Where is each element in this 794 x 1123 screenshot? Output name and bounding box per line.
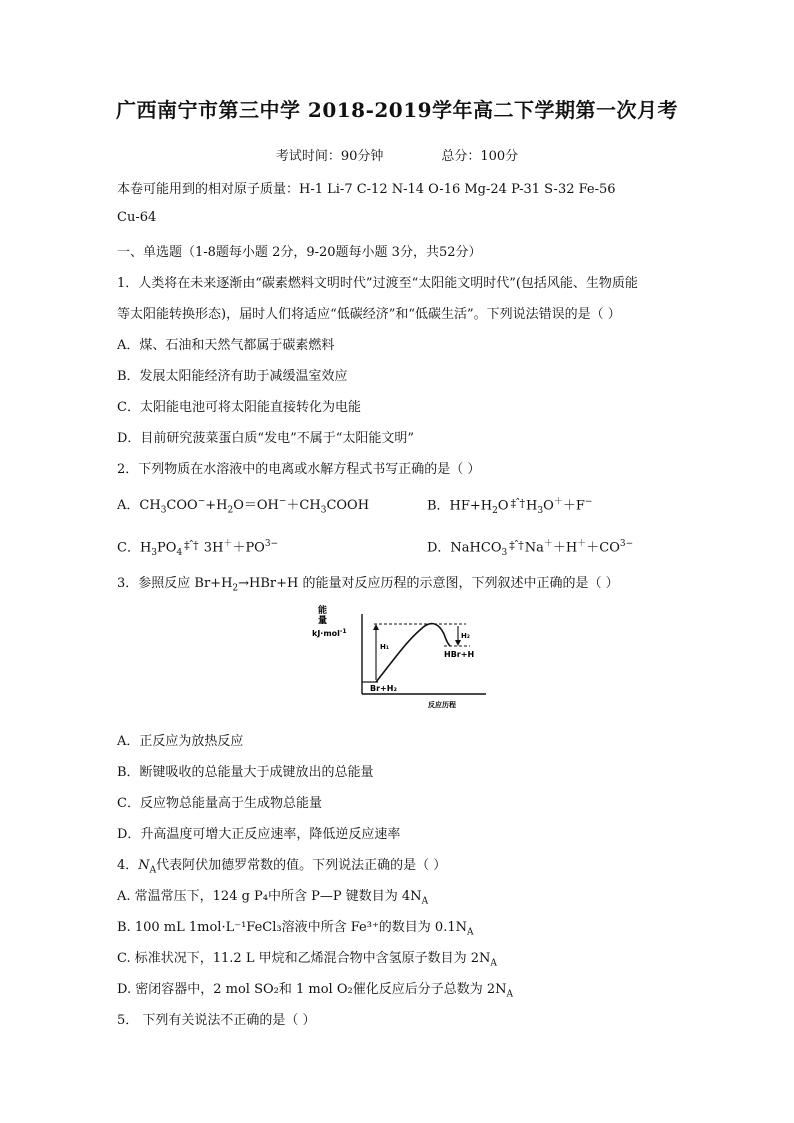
q3-option-c: C．反应物总能量高于生成物总能量 (117, 796, 322, 811)
y-label-2: 量 (318, 616, 328, 626)
x-label: 反应历程 (428, 701, 456, 709)
q4-option-d: D. 密闭容器中，2 mol SO₂和 1 mol O₂催化反应后分子总数为 $2N_A$ (117, 982, 513, 1000)
exam-info (0, 145, 794, 164)
q3-option-d: D．升高温度可增大正反应速率，降低逆反应速率 (117, 827, 401, 842)
exam-score: 总分：100分 (441, 149, 519, 164)
equilibrium-arrow-icon: ‡ˆ† (510, 497, 525, 511)
q2-option-b: B．$HF+H_2O$ ‡ˆ† $H_3O^++F^-$ (427, 497, 593, 516)
q2-option-d: D．NaHCO$_3$‡ˆ† $Na^++H^++CO^{3-}$ (427, 539, 634, 558)
q1-option-c: C．太阳能电池可将太阳能直接转化为电能 (117, 400, 361, 415)
q2-stem: 2．下列物质在水溶液中的电离或水解方程式书写正确的是（ ） (117, 462, 481, 477)
equilibrium-arrow-icon: ‡ˆ† (184, 539, 198, 553)
q1-stem-line-2: 等太阳能转换形态)，届时人们将适应“低碳经济”和“低碳生活”。下列说法错误的是（ ） (117, 307, 621, 322)
atomic-mass-line-1: 本卷可能用到的相对原子质量：H-1 Li-7 C-12 N-14 O-16 Mg-24 P-31 S-32 Fe-56 (117, 182, 616, 197)
atomic-mass-line-2: Cu-64 (117, 210, 157, 225)
energy-curve (376, 624, 450, 682)
h2-label: H₂ (461, 632, 470, 640)
q2-option-a: A．$CH_3COO^-+H_2O=OH^-+CH_3COOH$ (117, 496, 370, 516)
q3-option-b: B．断键吸收的总能量大于成键放出的总能量 (117, 765, 374, 780)
q4-option-b: B. 100 mL 1mol·L⁻¹FeCl₃溶液中所含 Fe³⁺的数目为 $0.1N_A$ (117, 920, 474, 938)
q1-stem-line-1: 1．人类将在未来逐渐由“碳素燃料文明时代”过渡至“太阳能文明时代”(包括风能、生物质能 (117, 276, 638, 291)
q1-option-d: D．目前研究菠菜蛋白质“发电”不属于“太阳能文明” (117, 431, 415, 446)
reactant-label: Br+H₂ (370, 684, 397, 693)
q4-stem: 4．$N_A$代表阿伏加德罗常数的值。下列说法正确的是（ ） (117, 858, 447, 876)
energy-profile-diagram (310, 602, 494, 712)
q1-option-a: A．煤、石油和天然气都属于碳素燃料 (117, 338, 335, 353)
q4-option-c: C. 标准状况下，11.2 L 甲烷和乙烯混合物中含氢原子数目为 $2N_A$ (117, 951, 497, 969)
section-heading: 一、单选题（1-8题每小题 2分，9-20题每小题 3分，共52分） (117, 245, 482, 260)
q5-stem: 5． 下列有关说法不正确的是（ ） (117, 1013, 316, 1028)
exam-time: 考试时间：90分钟 (275, 149, 384, 164)
h2-arrow-head (455, 640, 461, 646)
q3-stem: 3．参照反应 $Br+H_2\to HBr+H$ 的能量对反应历程的示意图，下列叙述中正确的是（ ） (117, 576, 619, 594)
y-label-1: 能 (318, 606, 328, 616)
exam-title: 广西南宁市第三中学 2018-2019学年高二下学期第一次月考 (115, 98, 679, 122)
equilibrium-arrow-icon: ‡ˆ† (509, 539, 523, 553)
q1-option-b: B．发展太阳能经济有助于减缓温室效应 (117, 369, 348, 384)
h1-arrow-head (373, 624, 379, 630)
y-unit-label: kJ·mol$^{-1}$ (312, 628, 347, 638)
q4-option-a: A. 常温常压下，124 g P₄中所含 P—P 键数目为 $4N_A$ (117, 889, 429, 907)
product-label: HBr+H (444, 650, 475, 659)
q3-option-a: A．正反应为放热反应 (117, 734, 244, 749)
h1-label: H₁ (380, 643, 389, 651)
q2-option-c: C．$H_3PO_4\ddagger ˆ\dagger$ $3H^++PO^{3-}$ (117, 539, 279, 558)
